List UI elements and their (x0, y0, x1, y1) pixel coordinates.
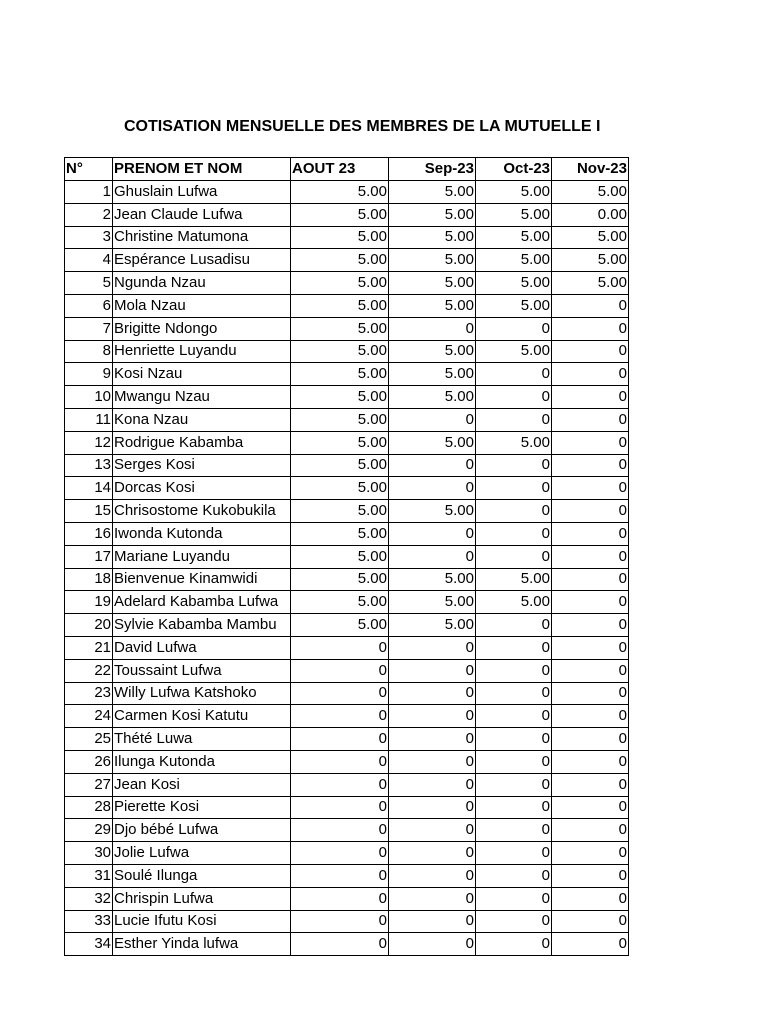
cell-nov-23: 0 (552, 568, 629, 591)
cell-number: 12 (65, 431, 113, 454)
cell-number: 3 (65, 226, 113, 249)
cell-name: Toussaint Lufwa (113, 659, 291, 682)
cell-oct-23: 0 (476, 386, 552, 409)
cell-aout-23: 5.00 (291, 317, 389, 340)
cell-aout-23: 5.00 (291, 431, 389, 454)
table-row (65, 431, 629, 454)
cell-number: 29 (65, 819, 113, 842)
cell-number: 17 (65, 545, 113, 568)
cell-oct-23: 0 (476, 728, 552, 751)
cell-aout-23: 5.00 (291, 249, 389, 272)
cell-aout-23: 0 (291, 819, 389, 842)
cell-nov-23: 0 (552, 750, 629, 773)
table-row (65, 408, 629, 431)
cell-aout-23: 5.00 (291, 454, 389, 477)
cell-number: 32 (65, 887, 113, 910)
cell-nov-23: 0 (552, 682, 629, 705)
cell-nov-23: 0 (552, 545, 629, 568)
cell-nov-23: 0 (552, 933, 629, 956)
cell-number: 5 (65, 272, 113, 295)
cell-oct-23: 5.00 (476, 226, 552, 249)
table-row (65, 864, 629, 887)
cell-number: 4 (65, 249, 113, 272)
cell-aout-23: 0 (291, 842, 389, 865)
table-row (65, 614, 629, 637)
cell-nov-23: 0 (552, 386, 629, 409)
cell-aout-23: 0 (291, 910, 389, 933)
cell-oct-23: 0 (476, 933, 552, 956)
table-row (65, 659, 629, 682)
cell-number: 18 (65, 568, 113, 591)
cell-number: 33 (65, 910, 113, 933)
cell-aout-23: 5.00 (291, 545, 389, 568)
cell-number: 21 (65, 636, 113, 659)
table-row (65, 249, 629, 272)
header-number: N° (65, 158, 113, 181)
cell-name: Kona Nzau (113, 408, 291, 431)
cell-sep-23: 5.00 (389, 431, 476, 454)
cell-oct-23: 5.00 (476, 181, 552, 204)
cell-sep-23: 0 (389, 796, 476, 819)
cell-oct-23: 5.00 (476, 294, 552, 317)
cell-number: 25 (65, 728, 113, 751)
cell-number: 19 (65, 591, 113, 614)
cell-sep-23: 0 (389, 842, 476, 865)
cell-nov-23: 5.00 (552, 249, 629, 272)
cell-sep-23: 5.00 (389, 386, 476, 409)
cell-name: Esther Yinda lufwa (113, 933, 291, 956)
table-row (65, 887, 629, 910)
cell-oct-23: 0 (476, 614, 552, 637)
cell-nov-23: 0 (552, 500, 629, 523)
cell-nov-23: 0 (552, 614, 629, 637)
cell-name: Henriette Luyandu (113, 340, 291, 363)
cell-sep-23: 0 (389, 659, 476, 682)
cell-name: Ngunda Nzau (113, 272, 291, 295)
table-row (65, 910, 629, 933)
cell-number: 8 (65, 340, 113, 363)
cell-aout-23: 5.00 (291, 477, 389, 500)
table-row (65, 750, 629, 773)
table-row (65, 454, 629, 477)
cell-aout-23: 5.00 (291, 340, 389, 363)
cell-sep-23: 0 (389, 933, 476, 956)
cell-name: Brigitte Ndongo (113, 317, 291, 340)
cell-name: Chrispin Lufwa (113, 887, 291, 910)
cell-number: 13 (65, 454, 113, 477)
header-name: PRENOM ET NOM (113, 158, 291, 181)
cell-sep-23: 0 (389, 887, 476, 910)
cell-name: Pierette Kosi (113, 796, 291, 819)
cell-nov-23: 0 (552, 294, 629, 317)
cell-oct-23: 0 (476, 773, 552, 796)
cell-nov-23: 0 (552, 705, 629, 728)
cell-number: 28 (65, 796, 113, 819)
cell-aout-23: 5.00 (291, 408, 389, 431)
table-row (65, 796, 629, 819)
table-row (65, 294, 629, 317)
cell-oct-23: 0 (476, 317, 552, 340)
page-title: COTISATION MENSUELLE DES MEMBRES DE LA MUTUELLE I (124, 118, 601, 135)
cell-number: 20 (65, 614, 113, 637)
cell-oct-23: 5.00 (476, 249, 552, 272)
table-body (65, 181, 629, 956)
cell-aout-23: 0 (291, 682, 389, 705)
cell-sep-23: 5.00 (389, 203, 476, 226)
cell-name: Willy Lufwa Katshoko (113, 682, 291, 705)
cell-oct-23: 0 (476, 910, 552, 933)
cell-oct-23: 0 (476, 636, 552, 659)
cell-nov-23: 0 (552, 728, 629, 751)
cell-aout-23: 0 (291, 933, 389, 956)
cell-aout-23: 5.00 (291, 181, 389, 204)
cell-name: Lucie Ifutu Kosi (113, 910, 291, 933)
table-row (65, 682, 629, 705)
cell-oct-23: 0 (476, 454, 552, 477)
cell-aout-23: 0 (291, 636, 389, 659)
cell-sep-23: 0 (389, 682, 476, 705)
cell-nov-23: 0 (552, 659, 629, 682)
cell-name: Sylvie Kabamba Mambu (113, 614, 291, 637)
header-aout-23: AOUT 23 (291, 158, 389, 181)
cell-number: 11 (65, 408, 113, 431)
cell-sep-23: 5.00 (389, 181, 476, 204)
cell-nov-23: 5.00 (552, 181, 629, 204)
table-row (65, 728, 629, 751)
header-sep-23: Sep-23 (389, 158, 476, 181)
cell-nov-23: 0 (552, 887, 629, 910)
table-row (65, 203, 629, 226)
cell-sep-23: 5.00 (389, 294, 476, 317)
cell-oct-23: 0 (476, 705, 552, 728)
cell-sep-23: 5.00 (389, 363, 476, 386)
table-row (65, 500, 629, 523)
cell-name: Jolie Lufwa (113, 842, 291, 865)
cell-nov-23: 0 (552, 773, 629, 796)
cell-number: 34 (65, 933, 113, 956)
cell-nov-23: 0 (552, 454, 629, 477)
cell-name: Espérance Lusadisu (113, 249, 291, 272)
cell-number: 22 (65, 659, 113, 682)
cell-sep-23: 0 (389, 317, 476, 340)
cell-oct-23: 0 (476, 750, 552, 773)
table-row (65, 636, 629, 659)
cell-aout-23: 5.00 (291, 272, 389, 295)
table-row (65, 340, 629, 363)
header-oct-23: Oct-23 (476, 158, 552, 181)
cell-name: Iwonda Kutonda (113, 522, 291, 545)
cell-nov-23: 0 (552, 317, 629, 340)
cell-aout-23: 0 (291, 728, 389, 751)
cell-nov-23: 0 (552, 591, 629, 614)
cell-name: Christine Matumona (113, 226, 291, 249)
cell-number: 7 (65, 317, 113, 340)
cell-nov-23: 0 (552, 819, 629, 842)
cell-name: Mola Nzau (113, 294, 291, 317)
cell-sep-23: 0 (389, 819, 476, 842)
cell-sep-23: 5.00 (389, 591, 476, 614)
cell-nov-23: 0 (552, 636, 629, 659)
cell-number: 10 (65, 386, 113, 409)
cell-nov-23: 5.00 (552, 226, 629, 249)
cell-aout-23: 0 (291, 773, 389, 796)
cell-oct-23: 0 (476, 477, 552, 500)
cell-aout-23: 5.00 (291, 226, 389, 249)
cell-number: 30 (65, 842, 113, 865)
cell-name: Rodrigue Kabamba (113, 431, 291, 454)
table-row (65, 933, 629, 956)
cell-aout-23: 0 (291, 887, 389, 910)
cell-sep-23: 0 (389, 728, 476, 751)
cell-aout-23: 0 (291, 864, 389, 887)
table-row (65, 591, 629, 614)
cell-sep-23: 5.00 (389, 226, 476, 249)
table-row (65, 545, 629, 568)
cell-oct-23: 0 (476, 500, 552, 523)
cell-nov-23: 0 (552, 522, 629, 545)
cell-sep-23: 5.00 (389, 614, 476, 637)
cell-number: 24 (65, 705, 113, 728)
cell-oct-23: 0 (476, 545, 552, 568)
table-row (65, 522, 629, 545)
cell-name: Bienvenue Kinamwidi (113, 568, 291, 591)
cell-name: Adelard Kabamba Lufwa (113, 591, 291, 614)
cell-name: Chrisostome Kukobukila (113, 500, 291, 523)
cell-nov-23: 0 (552, 340, 629, 363)
cell-sep-23: 0 (389, 522, 476, 545)
cell-sep-23: 0 (389, 864, 476, 887)
cell-aout-23: 5.00 (291, 294, 389, 317)
cell-oct-23: 0 (476, 408, 552, 431)
cell-oct-23: 0 (476, 864, 552, 887)
cell-oct-23: 0 (476, 842, 552, 865)
cell-number: 27 (65, 773, 113, 796)
cell-sep-23: 5.00 (389, 500, 476, 523)
cell-number: 26 (65, 750, 113, 773)
cell-name: Ghuslain Lufwa (113, 181, 291, 204)
cell-sep-23: 5.00 (389, 272, 476, 295)
cell-name: Kosi Nzau (113, 363, 291, 386)
cell-nov-23: 0 (552, 408, 629, 431)
cell-name: Thété Luwa (113, 728, 291, 751)
cell-aout-23: 5.00 (291, 614, 389, 637)
cell-aout-23: 0 (291, 750, 389, 773)
header-row (65, 158, 629, 181)
cell-sep-23: 0 (389, 705, 476, 728)
cell-sep-23: 5.00 (389, 340, 476, 363)
cell-nov-23: 0 (552, 431, 629, 454)
cell-sep-23: 0 (389, 408, 476, 431)
table-row (65, 272, 629, 295)
cell-oct-23: 5.00 (476, 272, 552, 295)
cell-aout-23: 5.00 (291, 386, 389, 409)
cell-nov-23: 0.00 (552, 203, 629, 226)
table-row (65, 363, 629, 386)
table-row (65, 477, 629, 500)
cell-sep-23: 0 (389, 910, 476, 933)
table-row (65, 226, 629, 249)
cell-sep-23: 5.00 (389, 568, 476, 591)
table-row (65, 386, 629, 409)
cell-name: Serges Kosi (113, 454, 291, 477)
cell-oct-23: 5.00 (476, 431, 552, 454)
cell-oct-23: 0 (476, 363, 552, 386)
cell-number: 9 (65, 363, 113, 386)
cell-number: 31 (65, 864, 113, 887)
cell-nov-23: 0 (552, 477, 629, 500)
cell-sep-23: 0 (389, 454, 476, 477)
cell-nov-23: 0 (552, 864, 629, 887)
table-row (65, 317, 629, 340)
cell-number: 2 (65, 203, 113, 226)
cell-oct-23: 5.00 (476, 203, 552, 226)
cell-oct-23: 0 (476, 796, 552, 819)
cell-sep-23: 0 (389, 636, 476, 659)
cell-aout-23: 5.00 (291, 568, 389, 591)
cell-name: David Lufwa (113, 636, 291, 659)
cell-sep-23: 0 (389, 545, 476, 568)
cell-nov-23: 0 (552, 363, 629, 386)
cell-aout-23: 5.00 (291, 203, 389, 226)
table-row (65, 842, 629, 865)
cell-sep-23: 5.00 (389, 249, 476, 272)
cell-name: Jean Claude Lufwa (113, 203, 291, 226)
cell-nov-23: 0 (552, 910, 629, 933)
cell-aout-23: 5.00 (291, 522, 389, 545)
cell-number: 15 (65, 500, 113, 523)
cell-number: 1 (65, 181, 113, 204)
cell-aout-23: 5.00 (291, 363, 389, 386)
cell-nov-23: 0 (552, 842, 629, 865)
header-nov-23: Nov-23 (552, 158, 629, 181)
cell-oct-23: 0 (476, 682, 552, 705)
cell-number: 14 (65, 477, 113, 500)
cell-name: Djo bébé Lufwa (113, 819, 291, 842)
cell-name: Ilunga Kutonda (113, 750, 291, 773)
cell-sep-23: 0 (389, 773, 476, 796)
cell-oct-23: 5.00 (476, 340, 552, 363)
cell-oct-23: 0 (476, 819, 552, 842)
cell-nov-23: 0 (552, 796, 629, 819)
cell-number: 23 (65, 682, 113, 705)
cell-aout-23: 0 (291, 659, 389, 682)
cell-aout-23: 5.00 (291, 500, 389, 523)
cell-sep-23: 0 (389, 750, 476, 773)
cell-number: 6 (65, 294, 113, 317)
cell-name: Mariane Luyandu (113, 545, 291, 568)
cell-name: Carmen Kosi Katutu (113, 705, 291, 728)
cell-name: Jean Kosi (113, 773, 291, 796)
cell-name: Soulé Ilunga (113, 864, 291, 887)
table-row (65, 705, 629, 728)
cell-aout-23: 5.00 (291, 591, 389, 614)
cell-name: Mwangu Nzau (113, 386, 291, 409)
cell-oct-23: 5.00 (476, 591, 552, 614)
table-row (65, 568, 629, 591)
cell-name: Dorcas Kosi (113, 477, 291, 500)
cell-oct-23: 0 (476, 522, 552, 545)
table-row (65, 819, 629, 842)
cell-sep-23: 0 (389, 477, 476, 500)
cell-number: 16 (65, 522, 113, 545)
cell-oct-23: 5.00 (476, 568, 552, 591)
table-row (65, 181, 629, 204)
contribution-table (64, 157, 629, 956)
table-row (65, 773, 629, 796)
cell-nov-23: 5.00 (552, 272, 629, 295)
cell-aout-23: 0 (291, 796, 389, 819)
cell-oct-23: 0 (476, 659, 552, 682)
cell-oct-23: 0 (476, 887, 552, 910)
cell-aout-23: 0 (291, 705, 389, 728)
